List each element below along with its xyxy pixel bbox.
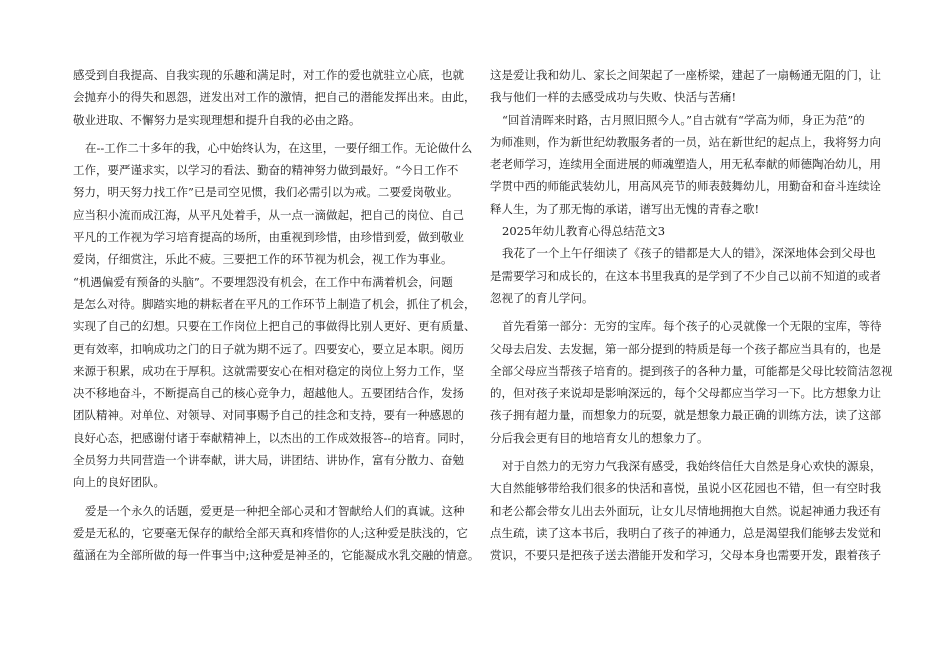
text-line: 赏识，不要只是把孩子送去潜能开发和学习，父母本身也需要开发，跟着孩子 bbox=[490, 548, 881, 563]
text-line: 的，但对孩子来说却是影响深远的，每个父母都应当学习一下。比方想象力让 bbox=[490, 386, 881, 401]
text-line: 分后我会更有目的地培育女儿的想象力了。 bbox=[490, 430, 709, 445]
text-line: 爱是无私的，它要毫无保存的献给全部天真和疼惜你的人;这种爱是肤浅的，它 bbox=[73, 525, 468, 540]
left-column bbox=[73, 64, 480, 567]
text-line: 实现了自己的幻想。只要在工作岗位上把自己的事做得比别人更好、更有质量、 bbox=[73, 319, 476, 334]
text-line: 在--工作二十多年的我，心中始终认为，在这里，一要仔细工作。无论做什么 bbox=[85, 140, 473, 155]
text-line: 对于自然力的无穷力气我深有感受，我始终信任大自然是身心欢快的源泉， bbox=[502, 459, 882, 474]
text-line: 点生疏，读了这本书后，我明白了孩子的神通力，总是渴望我们能够去发觉和 bbox=[490, 525, 881, 540]
text-line: 团队精神。对单位、对领导、对同事赐予自己的挂念和支持，要有一种感恩的 bbox=[73, 408, 464, 423]
text-line: 决不移地奋斗，不断提高自己的核心竞争力，超越他人。五要团结合作，发扬 bbox=[73, 386, 464, 401]
text-line: 首先看第一部分：无穷的宝库。每个孩子的心灵就像一个无限的宝库，等待 bbox=[502, 319, 882, 334]
text-line: 大自然能够带给我们很多的快活和喜悦，虽说小区花园也不错，但一有空时我 bbox=[490, 481, 881, 496]
text-line: 2025年幼儿教育心得总结范文3 bbox=[502, 224, 666, 239]
text-line: 是需要学习和成长的，在这本书里我真的是学到了不少自己以前不知道的或者 bbox=[490, 268, 881, 283]
text-line: 全员努力共同营造一个讲奉献，讲大局，讲团结、讲协作，富有分散力、奋勉 bbox=[73, 453, 464, 468]
text-line: 我与他们一样的去感受成功与失败、快活与苦痛! bbox=[490, 90, 737, 105]
text-line: 努力，明天努力找工作”已是司空见惯，我们必需引以为戒。二要爱岗敬业。 bbox=[73, 185, 459, 200]
text-line: 良好心态，把感谢付诸于奉献精神上，以杰出的工作成效报答--的培育。同时， bbox=[73, 430, 472, 445]
text-line: 会抛弃小的得失和恩怨，迸发出对工作的激情，把自己的潜能发挥出来。由此， bbox=[73, 90, 476, 105]
text-line: “回首清晖来时路，古月照旧照今人。”自古就有“学高为师，身正为范”的 bbox=[502, 112, 865, 127]
text-line: 蕴涵在为全部所做的每一件事当中;这种爱是神圣的，它能凝成水乳交融的情意。 bbox=[73, 548, 480, 563]
right-column bbox=[490, 64, 893, 567]
text-line: 来源于积累，成功在于厚积。这就需要安心在相对稳定的岗位上努力工作，坚 bbox=[73, 363, 464, 378]
text-line: 工作，要严谨求实，以学习的看法、勤奋的精神努力做到最好。“今日工作不 bbox=[73, 163, 459, 178]
text-line: “机遇偏爱有预备的头脑”。不要埋怨没有机会，在工作中布满着机会，问题 bbox=[73, 274, 453, 289]
text-line: 忽视了的育儿学问。 bbox=[490, 290, 594, 305]
text-line: 敬业进取、不懈努力是实现理想和提升自我的必由之路。 bbox=[73, 112, 361, 127]
text-line: 更有效率，扣响成功之门的日子就为期不远了。四要安心，要立足本职。阅历 bbox=[73, 341, 464, 356]
text-line: 是怎么对待。脚踏实地的耕耘者在平凡的工作环节上制造了机会，抓住了机会， bbox=[73, 296, 476, 311]
text-line: 和老公都会带女儿出去外面玩，让女儿尽情地拥抱大自然。说起神通力我还有 bbox=[490, 503, 881, 518]
text-line: 父母去启发、去发掘，第一部分提到的特质是每一个孩子都应当具有的，也是 bbox=[490, 341, 881, 356]
text-line: 感受到自我提高、自我实现的乐趣和满足时，对工作的爱也就驻立心底，也就 bbox=[73, 68, 464, 82]
text-line: 我花了一个上午仔细读了《孩子的错都是大人的错》，深深地体会到父母也 bbox=[502, 246, 876, 261]
text-line: 全部父母应当帮孩子培育的。提到孩子的各种力量，可能都是父母比较简洁忽视 bbox=[490, 363, 893, 378]
text-line: 爱是一个永久的话题，爱更是一种把全部心灵和才智献给人们的真诚。这种 bbox=[85, 503, 465, 518]
text-line: 应当积小流而成江海，从平凡处着手，从一点一滴做起，把自己的岗位、自己 bbox=[73, 207, 464, 222]
text-line: 平凡的工作视为学习培育提高的场所，由重视到珍惜，由珍惜到爱，做到敬业 bbox=[73, 230, 464, 245]
text-line: 爱岗，仔细赏注，乐此不疲。三要把工作的环节视为机会，视工作为事业。 bbox=[73, 252, 453, 267]
text-line: 老老师学习，连续用全面进展的师魂塑造人，用无私奉献的师德陶冶幼儿，用 bbox=[490, 157, 881, 172]
text-line: 这是爱让我和幼儿、家长之间架起了一座桥梁，建起了一扇畅通无阻的门，让 bbox=[490, 68, 881, 82]
text-line: 孩子拥有超力量，而想象力的玩耍，就是想象力最正确的训练方法，读了这部 bbox=[490, 408, 881, 423]
text-line: 为师准则，作为新世纪幼教服务者的一员，站在新世纪的起点上，我将努力向 bbox=[490, 134, 881, 149]
text-line: 向上的良好团队。 bbox=[73, 475, 165, 490]
text-line: 释人生，为了那无悔的承诺，谱写出无愧的青春之歌! bbox=[490, 201, 760, 216]
text-line: 学贯中西的师能武装幼儿，用高风亮节的师表鼓舞幼儿，用勤奋和奋斗连续诠 bbox=[490, 179, 881, 194]
